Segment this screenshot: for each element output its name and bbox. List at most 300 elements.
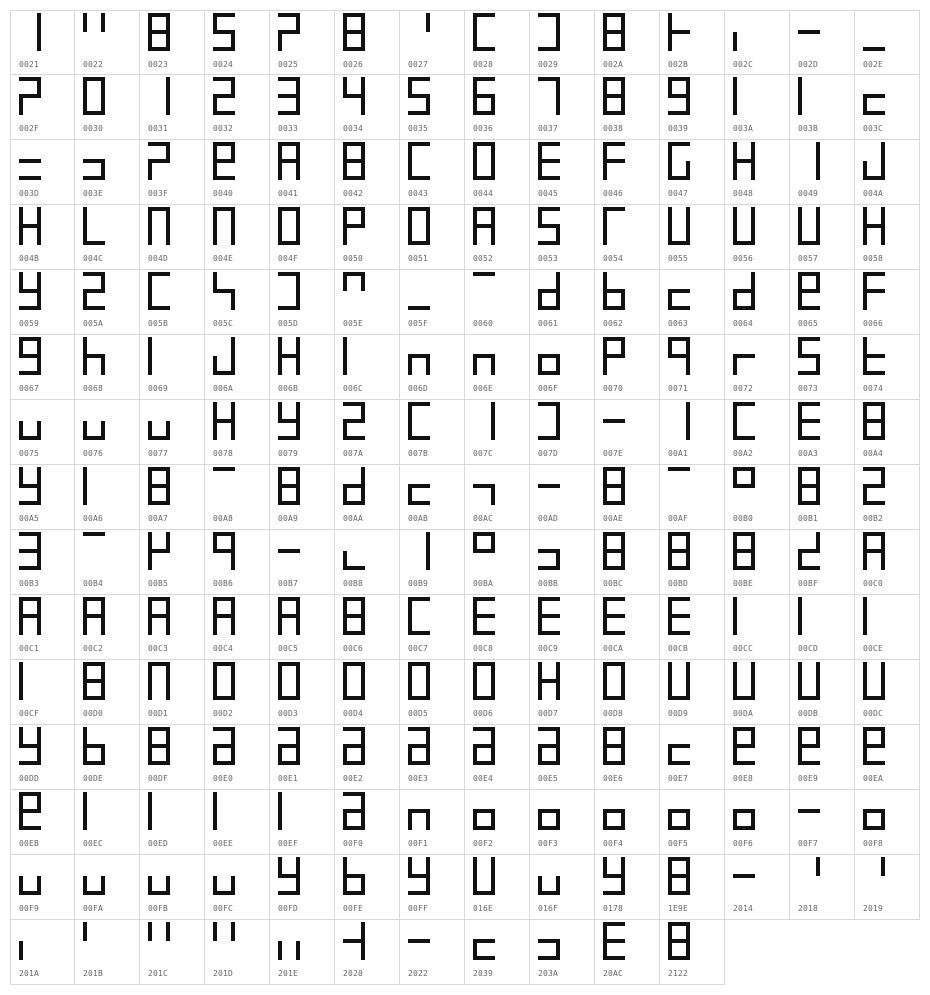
segment-d: [603, 891, 625, 895]
segment-e: [278, 811, 282, 830]
glyph-cell: [140, 855, 205, 920]
segment-e: [863, 291, 867, 310]
segment-b: [296, 662, 300, 681]
glyph-svg: [213, 792, 235, 830]
segment-f: [538, 207, 542, 226]
glyph-cell: [595, 790, 660, 855]
glyph-code-label: 005D: [278, 319, 299, 328]
glyph-svg: [798, 13, 820, 51]
glyph-preview: [19, 77, 41, 115]
segment-e: [668, 941, 672, 960]
segment-d: [408, 176, 430, 180]
segment-d: [863, 371, 885, 375]
segment-g: [343, 30, 365, 34]
segment-e: [148, 356, 152, 375]
glyph-code-label: 00CA: [603, 644, 624, 653]
glyph-svg: [83, 13, 105, 51]
glyph-svg: [343, 337, 365, 375]
segment-e: [213, 681, 217, 700]
segment-b: [426, 727, 430, 746]
glyph-code-label: 0066: [863, 319, 884, 328]
glyph-code-label: 007C: [473, 449, 494, 458]
segment-f: [213, 142, 217, 161]
glyph-preview: [19, 792, 41, 830]
glyph-svg: [603, 922, 625, 960]
glyph-preview: [538, 662, 560, 700]
segment-d: [538, 306, 560, 310]
glyph-code-label: 004A: [863, 189, 884, 198]
glyph-code-label: 00EC: [83, 839, 104, 848]
glyph-svg: [278, 77, 300, 115]
glyph-cell: [75, 335, 140, 400]
glyph-cell: [660, 140, 725, 205]
glyph-cell: [270, 530, 335, 595]
glyph-preview: [343, 272, 365, 310]
glyph-preview: [798, 142, 820, 180]
glyph-preview: [603, 467, 625, 505]
glyph-code-label: 2039: [473, 969, 494, 978]
glyph-code-label: 2122: [668, 969, 689, 978]
glyph-preview: [603, 142, 625, 180]
glyph-preview: [19, 337, 41, 375]
glyph-code-label: 00AD: [538, 514, 559, 523]
segment-a: [473, 272, 495, 276]
glyph-cell: [660, 530, 725, 595]
glyph-cell: [465, 790, 530, 855]
glyph-svg: [863, 727, 885, 765]
segment-d: [538, 891, 560, 895]
glyph-cell: [530, 660, 595, 725]
segment-d: [798, 371, 820, 375]
segment-f: [148, 597, 152, 616]
glyph-svg: [148, 337, 170, 375]
segment-f: [148, 337, 152, 356]
segment-b: [37, 532, 41, 551]
segment-g: [343, 159, 365, 163]
glyph-preview: [603, 727, 625, 765]
glyph-svg: [408, 467, 430, 505]
segment-b: [101, 13, 105, 32]
segment-g: [668, 874, 690, 878]
segment-b: [361, 207, 365, 226]
glyph-cell: [465, 75, 530, 140]
segment-f: [798, 467, 802, 486]
glyph-code-label: 006C: [343, 384, 364, 393]
glyph-preview: [473, 337, 495, 375]
segment-f: [798, 402, 802, 421]
glyph-code-label: 203A: [538, 969, 559, 978]
segment-d: [408, 111, 430, 115]
segment-e: [343, 746, 347, 765]
glyph-cell: [725, 400, 790, 465]
glyph-cell: [465, 725, 530, 790]
glyph-cell: [140, 790, 205, 855]
segment-f: [408, 662, 412, 681]
segment-b: [881, 142, 885, 161]
glyph-cell: [790, 140, 855, 205]
glyph-preview: [668, 13, 690, 51]
segment-e: [213, 811, 217, 830]
glyph-svg: [538, 922, 560, 960]
glyph-svg: [733, 402, 755, 440]
glyph-preview: [83, 467, 105, 505]
glyph-svg: [863, 662, 885, 700]
glyph-preview: [603, 272, 625, 310]
glyph-svg: [83, 142, 105, 180]
glyph-cell: [140, 75, 205, 140]
glyph-preview: [733, 467, 755, 505]
glyph-code-label: 002D: [798, 60, 819, 69]
glyph-cell: [335, 790, 400, 855]
segment-e: [343, 356, 347, 375]
glyph-cell: [75, 530, 140, 595]
glyph-preview: [83, 337, 105, 375]
segment-b: [296, 467, 300, 486]
segment-d: [668, 111, 690, 115]
glyph-preview: [668, 402, 690, 440]
segment-e: [278, 486, 282, 505]
segment-f: [798, 207, 802, 226]
glyph-cell: [205, 10, 270, 75]
segment-c: [751, 161, 755, 180]
segment-b: [621, 77, 625, 96]
segment-e: [473, 356, 477, 375]
glyph-preview: [148, 597, 170, 635]
segment-b: [361, 922, 365, 941]
segment-d: [538, 631, 560, 635]
segment-g: [863, 419, 885, 423]
glyph-code-label: 005E: [343, 319, 364, 328]
segment-g: [668, 94, 690, 98]
glyph-preview: [19, 597, 41, 635]
segment-b: [231, 207, 235, 226]
glyph-svg: [668, 532, 690, 570]
glyph-cell: [75, 920, 140, 985]
glyph-cell: [140, 595, 205, 660]
segment-e: [863, 551, 867, 570]
glyph-code-label: 00FC: [213, 904, 234, 913]
glyph-code-label: 0054: [603, 254, 624, 263]
glyph-cell: [660, 465, 725, 530]
glyph-code-label: 00FE: [343, 904, 364, 913]
segment-g: [668, 549, 690, 553]
glyph-svg: [668, 77, 690, 115]
segment-c: [231, 226, 235, 245]
glyph-cell: [595, 660, 660, 725]
glyph-code-label: 0052: [473, 254, 494, 263]
glyph-preview: [19, 922, 41, 960]
segment-g: [148, 614, 170, 618]
glyph-cell: [530, 335, 595, 400]
glyph-code-label: 0047: [668, 189, 689, 198]
glyph-code-label: 0033: [278, 124, 299, 133]
segment-b: [686, 402, 690, 421]
segment-b: [621, 337, 625, 356]
segment-b: [491, 532, 495, 551]
glyph-svg: [538, 337, 560, 375]
glyph-cell: [270, 855, 335, 920]
glyph-preview: [213, 13, 235, 51]
glyph-svg: [343, 922, 365, 960]
glyph-code-label: 003D: [19, 189, 40, 198]
glyph-svg: [343, 662, 365, 700]
glyph-preview: [408, 727, 430, 765]
glyph-svg: [148, 597, 170, 635]
segment-b: [37, 272, 41, 291]
glyph-svg: [278, 857, 300, 895]
glyph-cell: [790, 10, 855, 75]
glyph-code-label: 004E: [213, 254, 234, 263]
glyph-cell: [270, 400, 335, 465]
glyph-code-label: 201D: [213, 969, 234, 978]
glyph-code-label: 005C: [213, 319, 234, 328]
glyph-svg: [83, 402, 105, 440]
segment-f: [538, 597, 542, 616]
segment-f: [83, 727, 87, 746]
segment-b: [361, 142, 365, 161]
glyph-code-label: 0024: [213, 60, 234, 69]
glyph-cell: [75, 725, 140, 790]
segment-f: [343, 337, 347, 356]
segment-d: [863, 111, 885, 115]
segment-f: [733, 77, 737, 96]
glyph-preview: [278, 13, 300, 51]
segment-f: [343, 77, 347, 96]
segment-f: [343, 142, 347, 161]
glyph-svg: [83, 207, 105, 245]
segment-f: [408, 402, 412, 421]
glyph-preview: [213, 922, 235, 960]
glyph-cell: [205, 790, 270, 855]
glyph-cell: [10, 920, 75, 985]
segment-b: [816, 207, 820, 226]
glyph-preview: [343, 13, 365, 51]
glyph-preview: [278, 207, 300, 245]
glyph-preview: [148, 207, 170, 245]
glyph-code-label: 00ED: [148, 839, 169, 848]
glyph-svg: [278, 662, 300, 700]
segment-f: [278, 402, 282, 421]
glyph-svg: [668, 857, 690, 895]
glyph-svg: [668, 13, 690, 51]
glyph-cell: [10, 595, 75, 660]
glyph-preview: [148, 922, 170, 960]
segment-f: [473, 142, 477, 161]
glyph-preview: [863, 532, 885, 570]
segment-e: [668, 32, 672, 51]
segment-b: [816, 662, 820, 681]
glyph-preview: [213, 727, 235, 765]
segment-e: [83, 356, 87, 375]
segment-f: [603, 662, 607, 681]
glyph-cell: [465, 855, 530, 920]
glyph-svg: [538, 13, 560, 51]
glyph-code-label: 0051: [408, 254, 429, 263]
glyph-cell: [75, 140, 140, 205]
glyph-code-label: 0026: [343, 60, 364, 69]
segment-b: [361, 727, 365, 746]
glyph-code-label: 00DE: [83, 774, 104, 783]
glyph-code-label: 00B2: [863, 514, 884, 523]
segment-b: [361, 467, 365, 486]
glyph-cell: [660, 855, 725, 920]
segment-e: [278, 32, 282, 51]
glyph-preview: [798, 402, 820, 440]
glyph-cell: [465, 465, 530, 530]
glyph-svg: [408, 662, 430, 700]
glyph-svg: [213, 77, 235, 115]
segment-b: [426, 662, 430, 681]
glyph-preview: [668, 857, 690, 895]
segment-g: [343, 614, 365, 618]
glyph-svg: [278, 922, 300, 960]
glyph-code-label: 0076: [83, 449, 104, 458]
glyph-cell: [465, 10, 530, 75]
glyph-cell: [205, 465, 270, 530]
segment-b: [361, 13, 365, 32]
glyph-code-label: 0042: [343, 189, 364, 198]
glyph-svg: [863, 13, 885, 51]
segment-f: [278, 207, 282, 226]
glyph-code-label: 0178: [603, 904, 624, 913]
glyph-cell: [530, 790, 595, 855]
glyph-svg: [278, 532, 300, 570]
segment-f: [603, 142, 607, 161]
segment-d: [668, 696, 690, 700]
glyph-preview: [798, 337, 820, 375]
glyph-svg: [668, 142, 690, 180]
glyph-cell: [140, 335, 205, 400]
glyph-cell: [205, 75, 270, 140]
glyph-preview: [343, 922, 365, 960]
segment-c: [426, 811, 430, 830]
glyph-svg: [668, 272, 690, 310]
segment-b: [296, 13, 300, 32]
glyph-code-label: 007E: [603, 449, 624, 458]
glyph-preview: [408, 207, 430, 245]
glyph-cell: [270, 920, 335, 985]
glyph-preview: [408, 857, 430, 895]
glyph-cell: [270, 790, 335, 855]
glyph-code-label: 016E: [473, 904, 494, 913]
segment-b: [296, 272, 300, 291]
glyph-preview: [668, 792, 690, 830]
glyph-cell: [335, 660, 400, 725]
glyph-preview: [538, 142, 560, 180]
glyph-cell: [530, 465, 595, 530]
glyph-preview: [798, 207, 820, 245]
glyph-preview: [278, 337, 300, 375]
segment-g: [473, 744, 495, 748]
segment-e: [603, 746, 607, 765]
segment-d: [733, 436, 755, 440]
glyph-preview: [798, 467, 820, 505]
glyph-svg: [473, 207, 495, 245]
glyph-preview: [19, 402, 41, 440]
glyph-svg: [668, 597, 690, 635]
glyph-svg: [83, 792, 105, 830]
segment-b: [881, 402, 885, 421]
glyph-cell: [400, 790, 465, 855]
glyph-cell: [595, 335, 660, 400]
glyph-preview: [278, 402, 300, 440]
segment-f: [668, 337, 672, 356]
segment-f: [603, 337, 607, 356]
glyph-cell: [530, 920, 595, 985]
segment-f: [19, 597, 23, 616]
segment-e: [733, 616, 737, 635]
segment-g: [733, 874, 755, 878]
segment-b: [231, 77, 235, 96]
glyph-svg: [19, 922, 41, 960]
segment-g: [408, 939, 430, 943]
glyph-preview: [213, 532, 235, 570]
segment-g: [473, 549, 495, 553]
segment-e: [473, 746, 477, 765]
segment-f: [19, 467, 23, 486]
glyph-cell: [595, 920, 660, 985]
segment-c: [491, 486, 495, 505]
glyph-cell: [205, 855, 270, 920]
glyph-code-label: 00FA: [83, 904, 104, 913]
glyph-svg: [213, 467, 235, 505]
segment-g: [83, 614, 105, 618]
glyph-code-label: 004D: [148, 254, 169, 263]
glyph-code-label: 006D: [408, 384, 429, 393]
segment-f: [148, 207, 152, 226]
glyph-svg: [538, 467, 560, 505]
glyph-code-label: 00B3: [19, 579, 40, 588]
glyph-cell: [530, 855, 595, 920]
glyph-cell: [400, 140, 465, 205]
glyph-cell: [75, 10, 140, 75]
glyph-preview: [19, 13, 41, 51]
glyph-code-label: 00E4: [473, 774, 494, 783]
glyph-cell: [335, 335, 400, 400]
segment-f: [83, 922, 87, 941]
glyph-code-label: 00D9: [668, 709, 689, 718]
glyph-code-label: 0041: [278, 189, 299, 198]
glyph-svg: [408, 142, 430, 180]
glyph-code-label: 00F0: [343, 839, 364, 848]
segment-e: [473, 681, 477, 700]
glyph-preview: [798, 792, 820, 830]
glyph-cell: [530, 10, 595, 75]
segment-c: [816, 161, 820, 180]
glyph-svg: [83, 922, 105, 960]
glyph-svg: [863, 142, 885, 180]
glyph-preview: [863, 337, 885, 375]
glyph-svg: [213, 727, 235, 765]
segment-f: [83, 792, 87, 811]
segment-e: [733, 96, 737, 115]
segment-f: [863, 207, 867, 226]
glyph-code-label: 00EF: [278, 839, 299, 848]
glyph-svg: [343, 402, 365, 440]
segment-f: [603, 597, 607, 616]
glyph-code-label: 0070: [603, 384, 624, 393]
glyph-svg: [473, 922, 495, 960]
glyph-preview: [278, 467, 300, 505]
glyph-cell: [855, 75, 920, 140]
segment-g: [19, 354, 41, 358]
segment-e: [278, 941, 282, 960]
glyph-preview: [343, 77, 365, 115]
glyph-code-label: 00AE: [603, 514, 624, 523]
glyph-code-label: 00A5: [19, 514, 40, 523]
glyph-svg: [19, 727, 41, 765]
segment-f: [343, 662, 347, 681]
